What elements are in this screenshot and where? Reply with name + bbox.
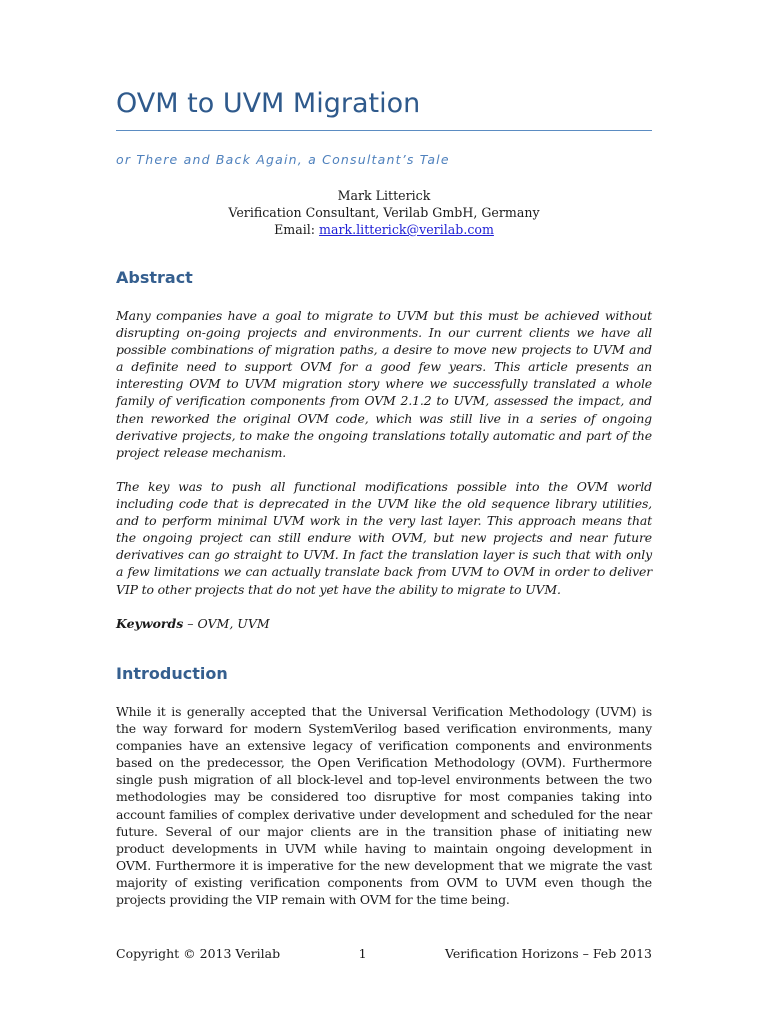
email-link[interactable]: mark.litterick@verilab.com bbox=[319, 222, 494, 237]
page-footer bbox=[116, 946, 652, 961]
footer-page-number: 1 bbox=[358, 946, 367, 961]
introduction-heading: Introduction bbox=[116, 664, 228, 683]
abstract-heading: Abstract bbox=[116, 268, 193, 287]
keywords-label: Keywords bbox=[116, 616, 184, 631]
author-email-line bbox=[116, 221, 652, 238]
author-block bbox=[116, 187, 652, 238]
keywords-text: – OVM, UVM bbox=[183, 616, 270, 631]
document-title: OVM to UVM Migration bbox=[116, 88, 421, 119]
keywords-line bbox=[116, 616, 270, 631]
footer-publication: Verification Horizons – Feb 2013 bbox=[445, 946, 652, 961]
document-page bbox=[116, 0, 652, 1024]
author-name: Mark Litterick bbox=[337, 188, 431, 203]
author-affiliation: Verification Consultant, Verilab GmbH, Germany bbox=[228, 205, 540, 220]
abstract-paragraph-1: Many companies have a goal to migrate to UVM but this must be achieved without disrupting on-going projects and environments. In our current clients we have all possible combinations of migration paths, a desire to move new projects to UVM and a definite need to support OVM for a good few years. This article presents an interesting OVM to UVM migration story where we successfully translated a whole family of verification components from OVM 2.1.2 to UVM, assessed the impact, and then reworked the original OVM code, which was still live in a series of ongoing derivative projects, to make the ongoing translations totally automatic and part of the project release mechanism. bbox=[116, 308, 652, 460]
introduction-paragraph-1: While it is generally accepted that the Universal Verification Methodology (UVM) is the way forward for modern SystemVerilog based verification environments, many companies have an extensive legacy of verification components and environments based on the predecessor, the Open Verification Methodology (OVM). Furthermore single push migration of all block-level and top-level environments between the two methodologies may be considered too disruptive for most companies taking into account families of complex derivative under development and scheduled for the near future. Several of our major clients are in the transition phase of initiating new product developments in UVM while having to maintain ongoing development in OVM. Furthermore it is imperative for the new development that we migrate the vast majority of existing verification components from OVM to UVM even though the projects providing the VIP remain with OVM for the time being. bbox=[116, 704, 652, 908]
document-subtitle: or There and Back Again, a Consultant’s Tale bbox=[116, 152, 450, 167]
title-divider bbox=[116, 130, 652, 131]
abstract-paragraph-2: The key was to push all functional modifications possible into the OVM world including code that is deprecated in the UVM like the old sequence library utilities, and to perform minimal UVM work in the very last layer. This approach means that the ongoing project can still endure with OVM, but new projects and near future derivatives can go straight to UVM. In fact the translation layer is such that with only a few limitations we can actually translate back from UVM to OVM in order to deliver VIP to other projects that do not yet have the ability to migrate to UVM. bbox=[116, 479, 652, 597]
footer-copyright: Copyright © 2013 Verilab bbox=[116, 946, 281, 961]
email-label: Email: bbox=[274, 222, 320, 237]
